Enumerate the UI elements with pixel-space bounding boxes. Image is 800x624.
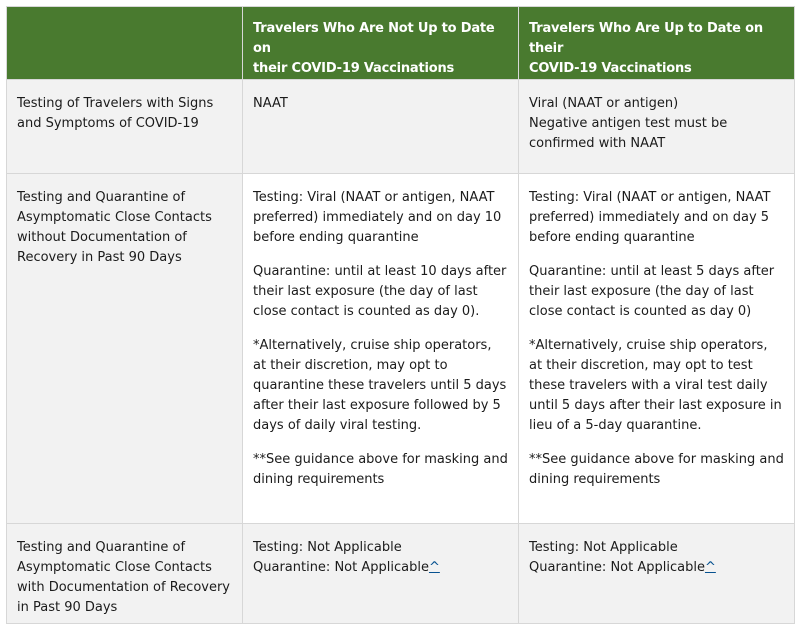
row-label-with-recovery: Testing and Quarantine of Asymptomatic Close Contacts with Documentation of Recovery in Past 90 Days <box>7 524 243 624</box>
symptoms-up-to-date-test: Viral (NAAT or antigen) <box>529 96 679 111</box>
cell-without-recovery-up-to-date <box>519 174 795 524</box>
cell-without-recovery-not-up-to-date <box>243 174 519 524</box>
with-recovery-not-up-to-date-testing: Testing: Not Applicable <box>253 540 402 555</box>
up-to-date-alternative: *Alternatively, cruise ship operators, at their discretion, may opt to test these travelers with a viral test daily until 5 days after their last exposure in lieu of a 5-day quarantine. <box>529 338 782 433</box>
up-to-date-guidance: **See guidance above for masking and dining requirements <box>529 452 784 487</box>
header-not-up-to-date <box>243 7 519 80</box>
row-label-without-recovery: Testing and Quarantine of Asymptomatic Close Contacts without Documentation of Recovery in Past 90 Days <box>7 174 243 524</box>
cell-symptoms-up-to-date <box>519 80 795 174</box>
table-header <box>7 7 795 80</box>
header-up-to-date <box>519 7 795 80</box>
table-body <box>7 80 795 624</box>
footnote-link[interactable]: ^ <box>704 560 716 575</box>
header-up-to-date-line1: Travelers Who Are Up to Date on their <box>529 21 763 56</box>
header-up-to-date-line2: COVID-19 Vaccinations <box>529 61 692 76</box>
with-recovery-not-up-to-date-quarantine: Quarantine: Not Applicable <box>253 560 429 575</box>
with-recovery-up-to-date-quarantine-line <box>529 558 784 578</box>
not-up-to-date-alternative: *Alternatively, cruise ship operators, at their discretion, may opt to quarantine these travelers until 5 days after their last exposure followed by 5 days of daily viral testing. <box>253 338 507 433</box>
header-not-up-to-date-line1: Travelers Who Are Not Up to Date on <box>253 21 495 56</box>
table-row-with-recovery <box>7 524 795 624</box>
header-row <box>7 7 795 80</box>
with-recovery-up-to-date-quarantine: Quarantine: Not Applicable <box>529 560 705 575</box>
table-row-symptoms <box>7 80 795 174</box>
up-to-date-testing: Testing: Viral (NAAT or antigen, NAAT preferred) immediately and on day 5 before ending quarantine <box>529 190 771 245</box>
header-not-up-to-date-line2: their COVID-19 Vaccinations <box>253 61 455 76</box>
up-to-date-quarantine: Quarantine: until at least 5 days after their last exposure (the day of last close contact is counted as day 0) <box>529 264 775 319</box>
with-recovery-not-up-to-date-quarantine-line <box>253 558 508 578</box>
cell-with-recovery-not-up-to-date <box>243 524 519 624</box>
cell-symptoms-not-up-to-date: NAAT <box>243 80 519 174</box>
table-row-without-recovery <box>7 174 795 524</box>
not-up-to-date-quarantine: Quarantine: until at least 10 days after their last exposure (the day of last close contact is counted as day 0). <box>253 264 507 319</box>
row-label-symptoms: Testing of Travelers with Signs and Symptoms of COVID-19 <box>7 80 243 174</box>
covid-testing-table <box>6 6 795 624</box>
with-recovery-up-to-date-testing: Testing: Not Applicable <box>529 540 678 555</box>
symptoms-up-to-date-note: Negative antigen test must be confirmed with NAAT <box>529 116 728 151</box>
footnote-link[interactable]: ^ <box>428 560 440 575</box>
cell-with-recovery-up-to-date <box>519 524 795 624</box>
not-up-to-date-guidance: **See guidance above for masking and dining requirements <box>253 452 508 487</box>
not-up-to-date-testing: Testing: Viral (NAAT or antigen, NAAT preferred) immediately and on day 10 before ending quarantine <box>253 190 502 245</box>
header-cell-empty <box>7 7 243 80</box>
